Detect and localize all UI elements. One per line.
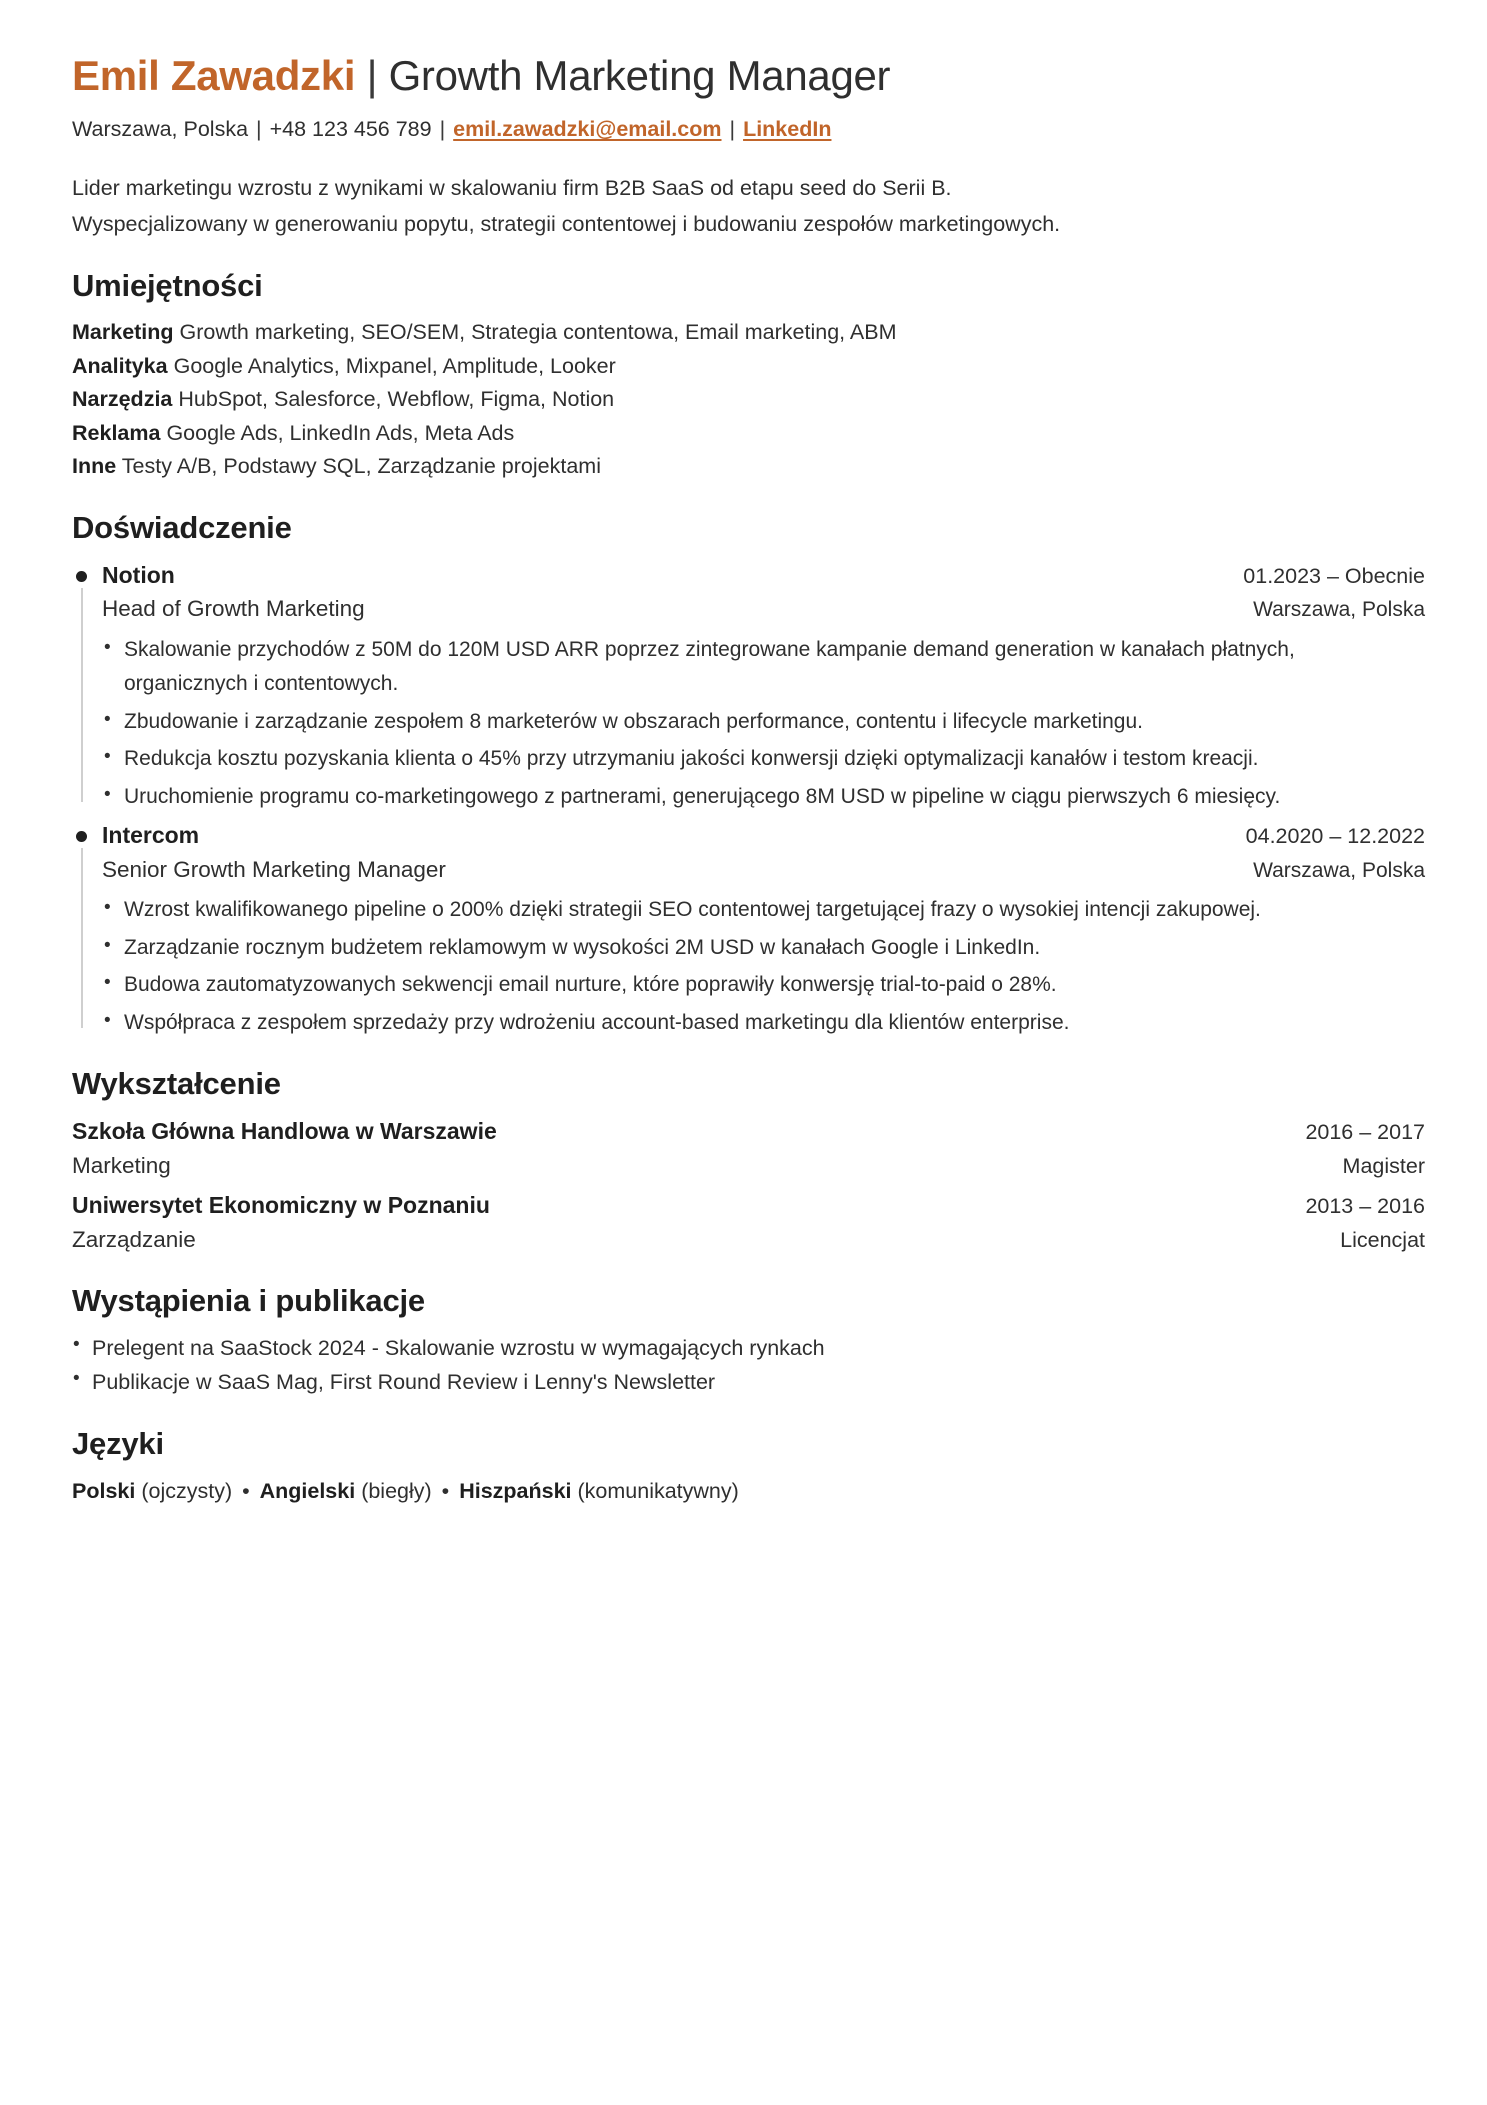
language-level: (komunikatywny) bbox=[577, 1479, 739, 1504]
education-list bbox=[72, 1114, 1425, 1256]
degree-level: Licencjat bbox=[1340, 1227, 1425, 1252]
experience-entry-header bbox=[102, 558, 1425, 593]
experience-entry-subheader bbox=[102, 854, 1425, 887]
page-title bbox=[72, 52, 1425, 99]
contact-location: Warszawa, Polska bbox=[72, 117, 249, 142]
education-entry bbox=[72, 1114, 1425, 1183]
job-achievement-item: • Współpraca z zespołem sprzedaży przy wdrożeniu account-based marketingu dla klientów enterprise. bbox=[102, 1006, 1412, 1040]
skill-label: Narzędzia bbox=[72, 387, 173, 412]
professional-summary bbox=[72, 170, 1372, 242]
language-level: (biegły) bbox=[361, 1479, 432, 1504]
contact-divider-3: | bbox=[729, 117, 736, 142]
job-achievement-item: • Wzrost kwalifikowanego pipeline o 200% dzięki strategii SEO contentowej targetującej frazy o wysokiej intencji zakupowej. bbox=[102, 893, 1412, 927]
language-name: Angielski bbox=[259, 1479, 356, 1504]
job-achievement-item: • Skalowanie przychodów z 50M do 120M USD ARR poprzez zintegrowane kampanie demand generation w kanałach płatnych, organicznych i contentowych. bbox=[102, 633, 1412, 702]
section-heading-education: Wykształcenie bbox=[72, 1066, 281, 1102]
skill-value: Growth marketing, SEO/SEM, Strategia contentowa, Email marketing, ABM bbox=[179, 320, 897, 345]
summary-line-2: Wyspecjalizowany w generowaniu popytu, strategii contentowej i budowaniu zespołów marketingowych. bbox=[72, 212, 1061, 237]
job-title: Head of Growth Marketing bbox=[102, 596, 365, 622]
publication-item: • Prelegent na SaaStock 2024 - Skalowanie wzrostu w wymagających rynkach bbox=[72, 1331, 1425, 1366]
experience-entry bbox=[72, 818, 1425, 1040]
skill-label: Reklama bbox=[72, 420, 161, 445]
job-achievement-item: • Zbudowanie i zarządzanie zespołem 8 marketerów w obszarach performance, contentu i lifecycle marketingu. bbox=[102, 705, 1412, 739]
employer-name: Intercom bbox=[102, 822, 200, 849]
job-achievement-item: • Uruchomienie programu co-marketingowego z partnerami, generującego 8M USD w pipeline w ciągu pierwszych 6 miesięcy. bbox=[102, 780, 1412, 814]
section-heading-skills: Umiejętności bbox=[72, 268, 263, 304]
experience-entry bbox=[72, 558, 1425, 814]
publication-item: • Publikacje w SaaS Mag, First Round Review i Lenny's Newsletter bbox=[72, 1365, 1425, 1400]
education-entry-subheader bbox=[72, 1223, 1425, 1257]
job-achievements bbox=[102, 893, 1425, 1040]
field-of-study: Zarządzanie bbox=[72, 1226, 196, 1252]
job-title: Senior Growth Marketing Manager bbox=[102, 856, 446, 882]
employment-dates: 04.2020 – 12.2022 bbox=[1245, 824, 1425, 849]
job-achievement-item: • Zarządzanie rocznym budżetem reklamowym w wysokości 2M USD w kanałach Google i LinkedIn. bbox=[102, 931, 1412, 965]
education-entry-subheader bbox=[72, 1149, 1425, 1183]
languages-list bbox=[72, 1474, 1425, 1508]
skills-list bbox=[72, 316, 1425, 484]
degree-level: Magister bbox=[1342, 1154, 1425, 1179]
skill-label: Marketing bbox=[72, 320, 174, 345]
school-name: Uniwersytet Ekonomiczny w Poznaniu bbox=[72, 1191, 490, 1218]
linkedin-link[interactable]: LinkedIn bbox=[743, 117, 832, 142]
publications-list bbox=[72, 1331, 1425, 1401]
language-name: Polski bbox=[72, 1479, 136, 1504]
section-heading-languages: Języki bbox=[72, 1426, 164, 1462]
employment-dates: 01.2023 – Obecnie bbox=[1243, 563, 1425, 588]
contact-divider-1: | bbox=[256, 117, 262, 142]
language-separator: • bbox=[441, 1479, 450, 1504]
school-name: Szkoła Główna Handlowa w Warszawie bbox=[72, 1118, 497, 1145]
skill-value: Testy A/B, Podstawy SQL, Zarządzanie projektami bbox=[121, 454, 601, 479]
skill-row bbox=[72, 316, 1425, 350]
experience-list bbox=[72, 558, 1425, 1040]
skill-row bbox=[72, 350, 1425, 384]
language-separator: • bbox=[242, 1479, 250, 1504]
language-level: (ojczysty) bbox=[141, 1479, 233, 1504]
skill-row bbox=[72, 450, 1425, 484]
skill-value: Google Ads, LinkedIn Ads, Meta Ads bbox=[166, 420, 515, 445]
contact-line bbox=[72, 115, 1425, 144]
contact-phone: +48 123 456 789 bbox=[269, 117, 432, 142]
skill-row bbox=[72, 417, 1425, 451]
section-heading-experience: Doświadczenie bbox=[72, 509, 292, 545]
experience-entry-header bbox=[102, 818, 1425, 853]
contact-email-link[interactable]: emil.zawadzki@email.com bbox=[453, 117, 722, 142]
skill-row bbox=[72, 383, 1425, 417]
title-separator: | bbox=[355, 52, 389, 99]
job-achievements bbox=[102, 633, 1425, 814]
employer-name: Notion bbox=[102, 561, 175, 588]
experience-entry-subheader bbox=[102, 593, 1425, 626]
education-entry-header bbox=[72, 1188, 1425, 1223]
education-years: 2016 – 2017 bbox=[1305, 1120, 1425, 1145]
candidate-name: Emil Zawadzki bbox=[72, 52, 356, 99]
job-achievement-item: • Redukcja kosztu pozyskania klienta o 45% przy utrzymaniu jakości konwersji dzięki optymalizacji kanałów i testom kreacji. bbox=[102, 742, 1412, 776]
skill-value: Google Analytics, Mixpanel, Amplitude, Looker bbox=[173, 353, 616, 378]
skill-label: Analityka bbox=[72, 353, 168, 378]
language-name: Hiszpański bbox=[459, 1479, 572, 1504]
skill-label: Inne bbox=[72, 454, 117, 479]
contact-divider-2: | bbox=[439, 117, 446, 142]
candidate-role: Growth Marketing Manager bbox=[388, 52, 891, 99]
job-achievement-item: • Budowa zautomatyzowanych sekwencji email nurture, które poprawiły konwersję trial-to-paid o 28%. bbox=[102, 968, 1412, 1002]
education-entry bbox=[72, 1188, 1425, 1257]
job-location: Warszawa, Polska bbox=[1253, 858, 1425, 882]
education-years: 2013 – 2016 bbox=[1305, 1193, 1425, 1218]
job-location: Warszawa, Polska bbox=[1253, 598, 1425, 622]
field-of-study: Marketing bbox=[72, 1153, 171, 1179]
summary-line-1: Lider marketingu wzrostu z wynikami w skalowaniu firm B2B SaaS od etapu seed do Serii B. bbox=[72, 176, 952, 201]
section-heading-publications: Wystąpienia i publikacje bbox=[72, 1282, 425, 1318]
skill-value: HubSpot, Salesforce, Webflow, Figma, Notion bbox=[178, 387, 615, 412]
education-entry-header bbox=[72, 1114, 1425, 1149]
